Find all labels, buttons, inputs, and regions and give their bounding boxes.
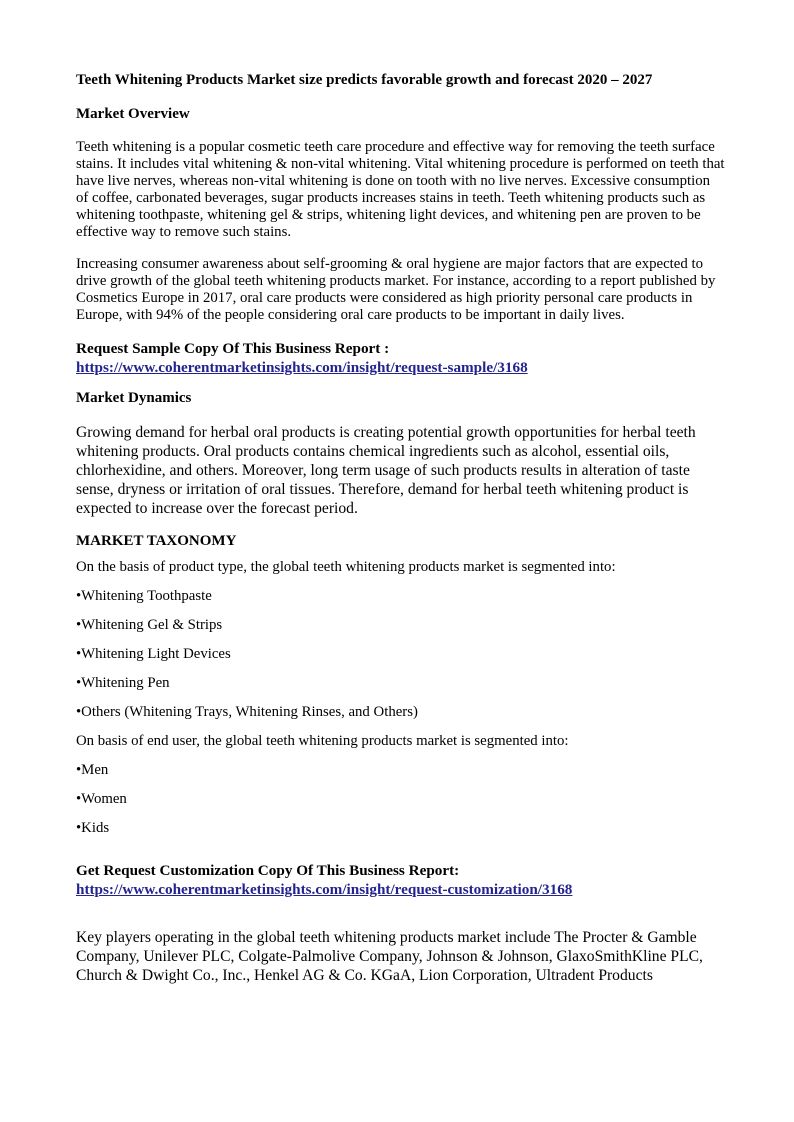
paragraph-key-players: Key players operating in the global teeth whitening products market include The Procter & Gamble Company, Unilever PLC, Colgate-Palmolive Company, Johnson & Johnson, GlaxoSmithKline PLC, Church & Dwight Co., Inc., Henkel AG & Co. KGaA, Lion Corporation, Ultradent Products (76, 929, 703, 984)
heading-market-overview: Market Overview (76, 106, 190, 122)
bullet-men: •Men (76, 762, 109, 778)
paragraph-overview-2: Increasing consumer awareness about self-grooming & oral hygiene are major factors that are expected to drive growth of the global teeth whitening products market. For instance, according to a report published by Cosmetics Europe in 2017, oral care products were considered as high priority personal care products in Europe, with 94% of the people considering oral care products to be important in daily lives. (76, 256, 716, 323)
paragraph-market-dynamics: Growing demand for herbal oral products is creating potential growth opportunities for herbal teeth whitening products. Oral products contains chemical ingredients such as alcohol, essential oils, chlorhexidine, and others. Moreover, long term usage of such products results in alteration of taste sense, dryness or irritation of oral tissues. Therefore, demand for herbal teeth whitening product is expected to increase over the forecast period. (76, 424, 696, 517)
bullet-whitening-light-devices: •Whitening Light Devices (76, 646, 231, 662)
end-user-intro: On basis of end user, the global teeth whitening products market is segmented into: (76, 733, 569, 749)
document-title: Teeth Whitening Products Market size predicts favorable growth and forecast 2020 – 2027 (76, 72, 653, 88)
customization-request-heading: Get Request Customization Copy Of This Business Report: (76, 862, 460, 879)
bullet-kids: •Kids (76, 820, 110, 836)
sample-request-link[interactable]: https://www.coherentmarketinsights.com/insight/request-sample/3168 (76, 359, 528, 376)
bullet-whitening-gel-strips: •Whitening Gel & Strips (76, 617, 223, 633)
heading-market-taxonomy: MARKET TAXONOMY (76, 533, 237, 549)
bullet-others: •Others (Whitening Trays, Whitening Rinses, and Others) (76, 704, 418, 720)
paragraph-overview-1: Teeth whitening is a popular cosmetic teeth care procedure and effective way for removing the teeth surface stains. It includes vital whitening & non-vital whitening. Vital whitening procedure is performed on teeth that have live nerves, whereas non-vital whitening is done on tooth with no live nerves. Excessive consumption of coffee, carbonated beverages, sugar products increases stains in teeth. Teeth whitening products such as whitening toothpaste, whitening gel & strips, whitening light devices, and whitening pen are proven to be effective way to remove such stains. (76, 139, 725, 240)
customization-request-block (76, 861, 725, 899)
customization-request-link[interactable]: https://www.coherentmarketinsights.com/insight/request-customization/3168 (76, 881, 573, 898)
bullet-women: •Women (76, 791, 127, 807)
bullet-whitening-toothpaste: •Whitening Toothpaste (76, 588, 212, 604)
bullet-whitening-pen: •Whitening Pen (76, 675, 170, 691)
heading-market-dynamics: Market Dynamics (76, 390, 192, 406)
sample-request-block (76, 339, 725, 377)
product-type-intro: On the basis of product type, the global teeth whitening products market is segmented into: (76, 559, 616, 575)
sample-request-heading: Request Sample Copy Of This Business Report : (76, 340, 390, 357)
